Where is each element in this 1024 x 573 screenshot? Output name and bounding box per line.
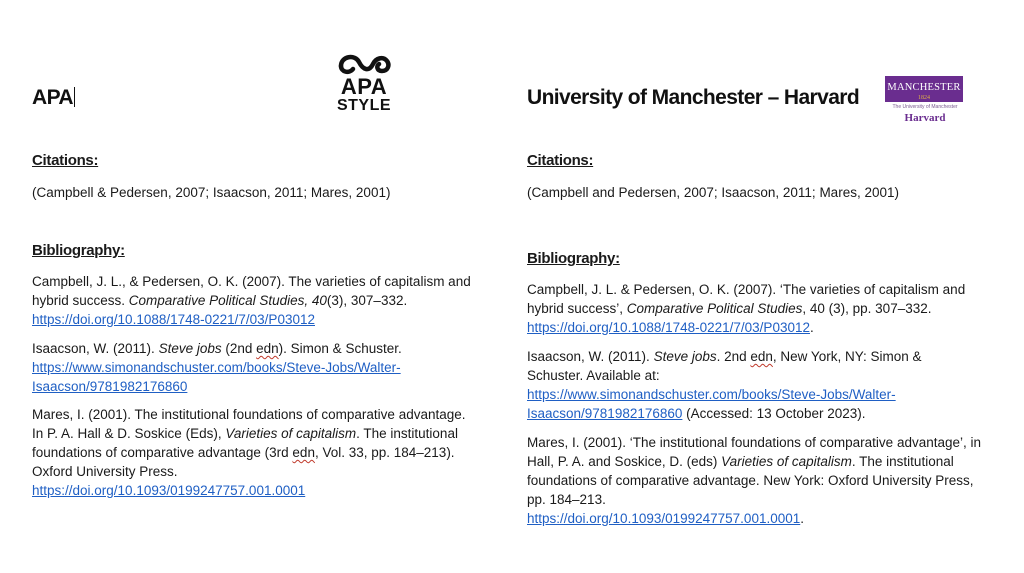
entry-text: . 2nd	[716, 349, 751, 364]
apa-citation-text: (Campbell & Pedersen, 2007; Isaacson, 2011; Mares, 2001)	[32, 185, 391, 200]
url-link[interactable]: https://www.simonandschuster.com/books/Steve-Jobs/Walter-Isaacson/9781982176860	[527, 387, 896, 421]
entry-text: . The institutional foundations of comparative advantage (3rd	[32, 426, 458, 460]
entry-title: Steve jobs	[158, 341, 222, 356]
apa-citations-heading: Citations:	[32, 152, 99, 169]
apa-title-text: APA	[32, 86, 73, 109]
entry-text: , 40 (3), pp. 307–332.	[802, 301, 932, 316]
spellcheck-word[interactable]: edn	[750, 349, 773, 364]
harvard-citation-text: (Campbell and Pedersen, 2007; Isaacson, 2011; Mares, 2001)	[527, 185, 899, 200]
apa-entry-campbell	[32, 272, 482, 329]
entry-text: (Accessed: 13 October 2023).	[682, 406, 866, 421]
manchester-subtitle: The University of Manchester	[892, 104, 958, 110]
apa-entry-isaacson	[32, 339, 482, 396]
harvard-label: Harvard	[904, 112, 946, 124]
entry-text: . The institutional foundations of comparative advantage. New York: Oxford University Press, pp. 184–213.	[527, 454, 974, 507]
entry-text: (3), 307–332.	[326, 293, 408, 308]
doi-link[interactable]: https://doi.org/10.1093/0199247757.001.0001	[527, 511, 801, 526]
doi-link[interactable]: https://doi.org/10.1088/1748-0221/7/03/P03012	[527, 320, 810, 335]
harvard-entry-campbell	[527, 280, 982, 337]
entry-text: , New York, NY: Simon & Schuster. Available at:	[527, 349, 922, 383]
manchester-wordmark: MANCHESTER	[887, 82, 961, 93]
manchester-crest-box	[885, 76, 963, 102]
entry-text: (2nd	[221, 341, 257, 356]
spellcheck-word[interactable]: edn	[292, 445, 315, 460]
harvard-entry-isaacson	[527, 347, 957, 423]
entry-journal: Comparative Political Studies, 40	[128, 293, 327, 308]
entry-title: Steve jobs	[653, 349, 717, 364]
entry-text: Mares, I. (2001). The institutional foundations of comparative advantage. In P. A. Hall & D. Soskice (Eds),	[32, 407, 466, 441]
entry-text: Isaacson, W. (2011).	[527, 349, 654, 364]
doi-link[interactable]: https://doi.org/10.1088/1748-0221/7/03/P03012	[32, 312, 315, 327]
doi-link[interactable]: https://doi.org/10.1093/0199247757.001.0001	[32, 483, 306, 498]
harvard-bibliography-heading: Bibliography:	[527, 250, 620, 267]
entry-title: Varieties of capitalism	[225, 426, 357, 441]
entry-text: Campbell, J. L. & Pedersen, O. K. (2007). ‘The varieties of capitalism and hybrid success’,	[527, 282, 966, 316]
harvard-citations-heading: Citations:	[527, 152, 594, 169]
entry-journal: Comparative Political Studies	[626, 301, 803, 316]
apa-style-logo	[330, 52, 398, 130]
manchester-year: 1824	[918, 95, 930, 101]
entry-title: Varieties of capitalism	[721, 454, 852, 469]
harvard-title[interactable]: University of Manchester – Harvard	[527, 86, 860, 109]
manchester-harvard-logo	[885, 76, 965, 124]
apa-swirl-icon	[335, 52, 393, 76]
entry-text: Campbell, J. L., & Pedersen, O. K. (2007). The varieties of capitalism and hybrid success.	[32, 274, 471, 308]
entry-text: Isaacson, W. (2011).	[32, 341, 159, 356]
harvard-entry-mares	[527, 433, 982, 528]
url-link[interactable]: https://www.simonandschuster.com/books/Steve-Jobs/Walter-Isaacson/9781982176860	[32, 360, 401, 394]
apa-entry-mares	[32, 405, 472, 500]
apa-title[interactable]	[32, 86, 75, 110]
entry-text: .	[809, 320, 814, 335]
apa-logo-line1: APA	[340, 74, 388, 99]
entry-text: .	[800, 511, 805, 526]
apa-logo-line2: STYLE	[336, 97, 392, 114]
entry-text: Mares, I. (2001). ‘The institutional foundations of comparative advantage’, in Hall, P. A. and Soskice, D. (eds)	[527, 435, 982, 469]
text-cursor	[74, 87, 75, 107]
entry-text: , Vol. 33, pp. 184–213). Oxford University Press.	[32, 445, 455, 479]
entry-text: ). Simon & Schuster.	[278, 341, 402, 356]
spellcheck-word[interactable]: edn	[256, 341, 279, 356]
apa-bibliography-heading: Bibliography:	[32, 242, 125, 259]
